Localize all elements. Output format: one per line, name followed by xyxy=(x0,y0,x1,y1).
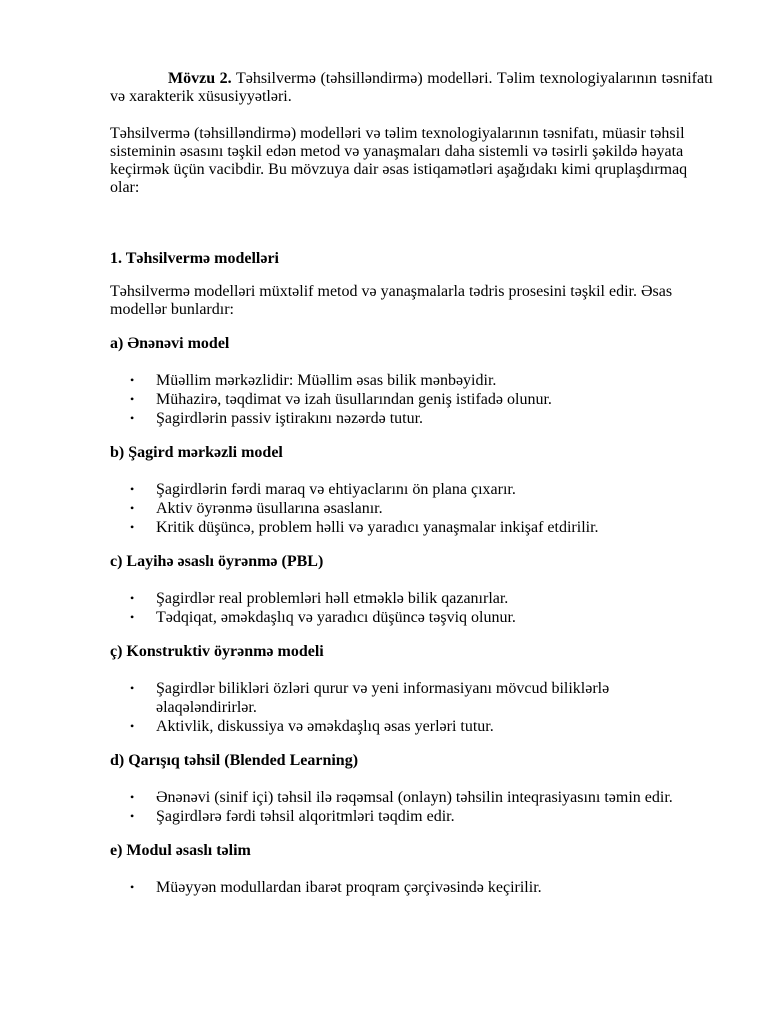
list-item-text: Şagirdlərə fərdi təhsil alqoritmləri təqdim edir. xyxy=(156,808,455,825)
list-item xyxy=(130,807,713,826)
list-item xyxy=(130,518,713,537)
list-item xyxy=(130,371,713,390)
list-item xyxy=(130,878,713,897)
title-topic-number: Mövzu 2. xyxy=(168,70,232,87)
bullet-icon: • xyxy=(130,501,135,515)
list-item xyxy=(130,788,713,807)
bullet-icon: • xyxy=(130,411,135,425)
bullet-icon: • xyxy=(130,790,135,804)
bullet-icon: • xyxy=(130,482,135,496)
list-item-text: Müəyyən modullardan ibarət proqram çərçivəsində keçirilir. xyxy=(156,879,542,896)
list-item-text: Şagirdlərin fərdi maraq və ehtiyaclarını ön plana çıxarır. xyxy=(156,481,516,498)
model-block xyxy=(110,335,713,428)
list-item-text: Mühazirə, təqdimat və izah üsullarından geniş istifadə olunur. xyxy=(156,391,552,408)
list-item xyxy=(130,717,713,736)
list-item xyxy=(130,608,713,627)
bullet-icon: • xyxy=(130,681,135,695)
model-block xyxy=(110,444,713,537)
bullet-list xyxy=(110,788,713,826)
list-item xyxy=(130,480,713,499)
bullet-list xyxy=(110,679,713,736)
document-page xyxy=(110,70,713,897)
model-heading: d) Qarışıq təhsil (Blended Learning) xyxy=(110,752,359,769)
bullet-list xyxy=(110,589,713,627)
model-heading: ç) Konstruktiv öyrənmə modeli xyxy=(110,643,324,660)
list-item xyxy=(130,499,713,518)
model-block xyxy=(110,643,713,736)
list-item-text: Aktivlik, diskussiya və əməkdaşlıq əsas yerləri tutur. xyxy=(156,718,494,735)
bullet-icon: • xyxy=(130,880,135,894)
list-item-text: Aktiv öyrənmə üsullarına əsaslanır. xyxy=(156,500,383,517)
list-item xyxy=(130,589,713,608)
list-item-text: Şagirdlər bilikləri özləri qurur və yeni informasiyanı mövcud biliklərlə əlaqələndirirlər. xyxy=(156,680,610,716)
bullet-icon: • xyxy=(130,373,135,387)
model-heading: b) Şagird mərkəzli model xyxy=(110,444,283,461)
intro-paragraph: Təhsilvermə (təhsilləndirmə) modelləri və təlim texnologiyalarının təsnifatı, müasir təhsil sisteminin əsasını təşkil edən metod və yanaşmaları daha sistemli və təsirli şəkildə həyata keçirmək üçün vacibdir. Bu mövzuya dair əsas istiqamətləri aşağıdakı kimi qruplaşdırmaq olar: xyxy=(110,125,688,196)
model-block xyxy=(110,842,713,897)
list-item xyxy=(130,409,713,428)
document-title xyxy=(110,70,713,106)
model-heading: a) Ənənəvi model xyxy=(110,335,230,352)
list-item-text: Şagirdlər real problemləri həll etməklə bilik qazanırlar. xyxy=(156,590,509,607)
list-item xyxy=(130,390,713,409)
list-item-text: Ənənəvi (sinif içi) təhsil ilə rəqəmsal (onlayn) təhsilin inteqrasiyasını təmin edir. xyxy=(156,789,673,806)
bullet-icon: • xyxy=(130,591,135,605)
bullet-icon: • xyxy=(130,392,135,406)
bullet-icon: • xyxy=(130,809,135,823)
title-text: Təhsilvermə (təhsilləndirmə) modelləri. Təlim texnologiyalarının təsnifatı və xarakterik xüsusiyyətləri. xyxy=(110,70,713,105)
list-item-text: Müəllim mərkəzlidir: Müəllim əsas bilik mənbəyidir. xyxy=(156,372,497,389)
bullet-icon: • xyxy=(130,719,135,733)
section-paragraph-models: Təhsilvermə modelləri müxtəlif metod və yanaşmalarla tədris prosesini təşkil edir. Əsas modellər bunlardır: xyxy=(110,283,673,318)
model-block xyxy=(110,752,713,826)
model-block xyxy=(110,553,713,627)
bullet-list xyxy=(110,480,713,537)
list-item xyxy=(130,679,713,717)
model-heading: c) Layihə əsaslı öyrənmə (PBL) xyxy=(110,553,324,570)
list-item-text: Kritik düşüncə, problem həlli və yaradıcı yanaşmalar inkişaf etdirilir. xyxy=(156,519,599,536)
list-item-text: Şagirdlərin passiv iştirakını nəzərdə tutur. xyxy=(156,410,424,427)
bullet-list xyxy=(110,371,713,428)
model-heading: e) Modul əsaslı təlim xyxy=(110,842,251,859)
bullet-list xyxy=(110,878,713,897)
bullet-icon: • xyxy=(130,610,135,624)
models-list xyxy=(110,335,713,897)
section-heading-models: 1. Təhsilvermə modelləri xyxy=(110,250,279,267)
bullet-icon: • xyxy=(130,520,135,534)
list-item-text: Tədqiqat, əməkdaşlıq və yaradıcı düşüncə təşviq olunur. xyxy=(156,609,516,626)
